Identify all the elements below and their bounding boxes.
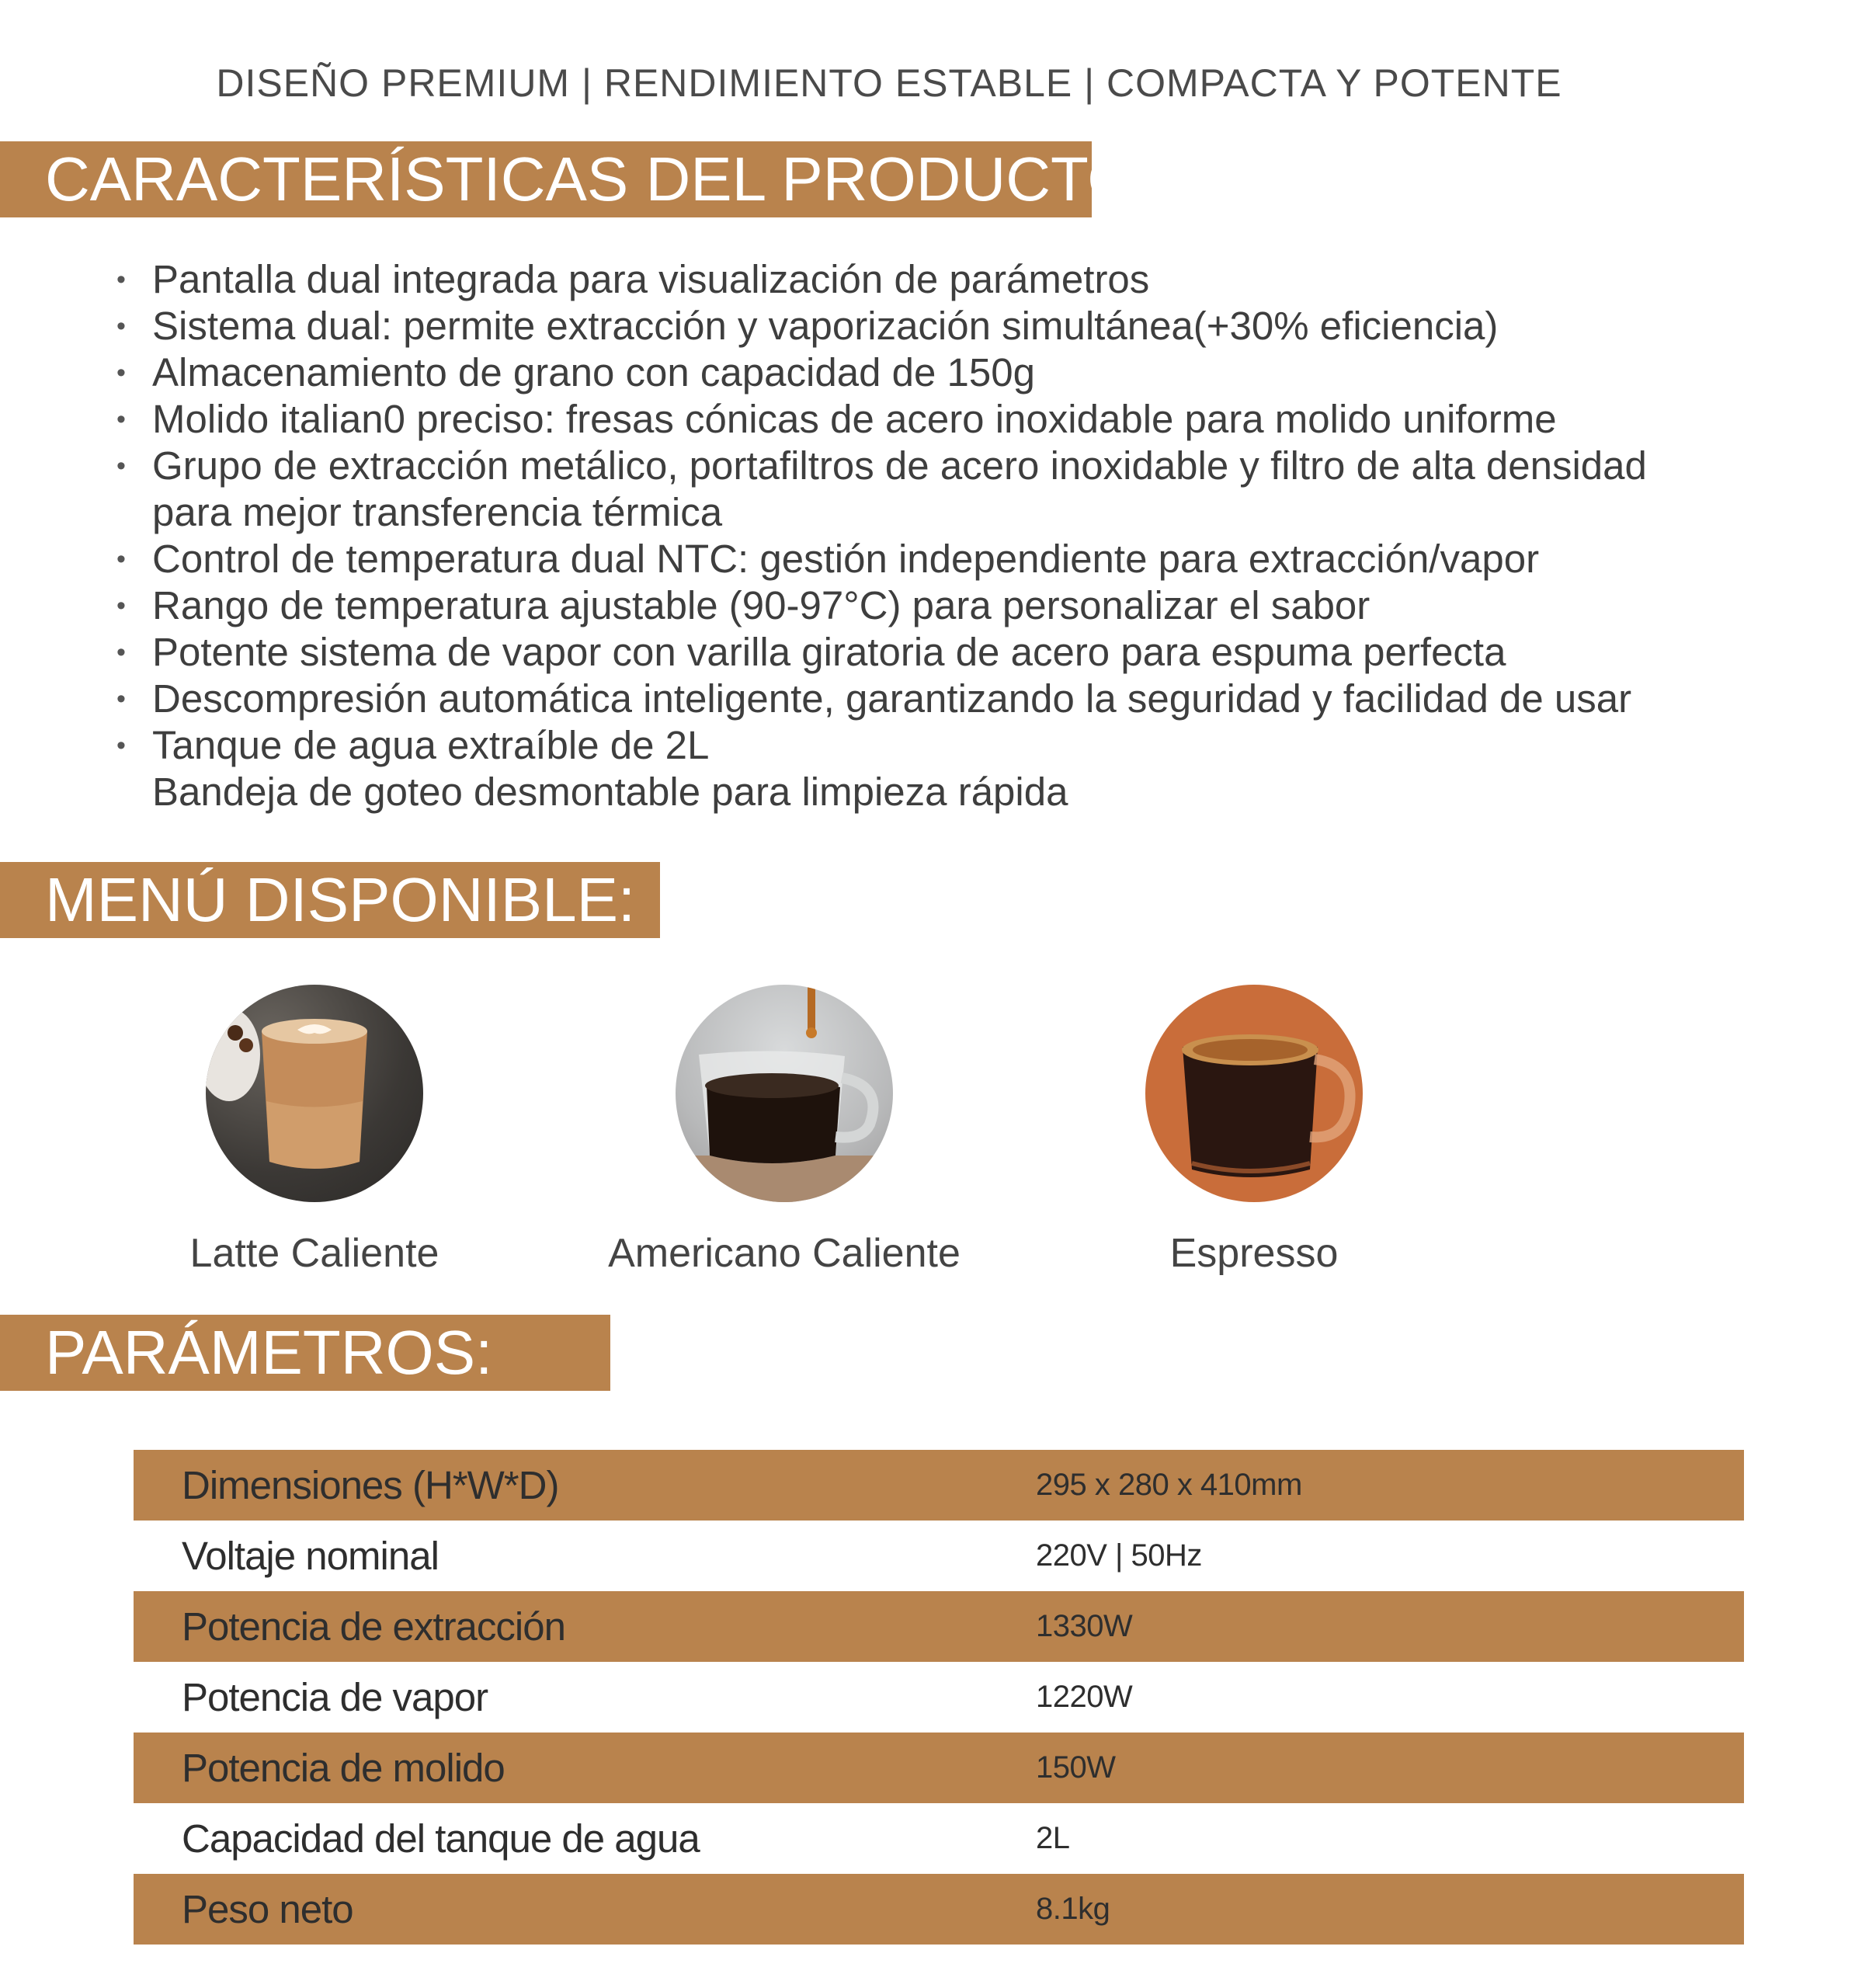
feature-item: • Grupo de extracción metálico, portafiltros de acero inoxidable y filtro de alta densidad	[116, 443, 1647, 489]
param-value: 2L	[1036, 1821, 1070, 1855]
param-value: 8.1kg	[1036, 1874, 1744, 1945]
feature-item: • Rango de temperatura ajustable (90-97°C) para personalizar el sabor	[116, 582, 1647, 629]
params-heading: PARÁMETROS:	[0, 1315, 610, 1391]
feature-item: • Tanque de agua extraíble de 2L	[116, 722, 1647, 769]
param-value: 150W	[1036, 1733, 1744, 1803]
menu-label: Latte Caliente	[189, 1231, 439, 1276]
menu-item-americano	[567, 985, 1002, 1277]
feature-item: • Potente sistema de vapor con varilla giratoria de acero para espuma perfecta	[116, 629, 1647, 676]
table-row	[134, 1591, 1744, 1662]
features-list	[116, 256, 1647, 815]
menu-label: Americano Caliente	[608, 1231, 961, 1276]
param-name: Peso neto	[134, 1874, 1036, 1945]
param-name: Potencia de molido	[134, 1733, 1036, 1803]
americano-cup-icon	[676, 985, 893, 1202]
param-value: 295 x 280 x 410mm	[1036, 1450, 1744, 1521]
table-row	[134, 1450, 1744, 1521]
features-heading: CARACTERÍSTICAS DEL PRODUCTO:	[0, 141, 1092, 217]
param-name: Dimensiones (H*W*D)	[134, 1450, 1036, 1521]
parameters-table	[134, 1450, 1744, 1945]
table-row	[134, 1803, 1744, 1874]
param-name: Capacidad del tanque de agua	[182, 1816, 700, 1861]
table-row	[134, 1874, 1744, 1945]
feature-item: • Almacenamiento de grano con capacidad de 150g	[116, 349, 1647, 396]
tagline: DISEÑO PREMIUM | RENDIMIENTO ESTABLE | COMPACTA Y POTENTE	[216, 61, 1562, 105]
param-value: 220V | 50Hz	[1036, 1538, 1202, 1573]
latte-cup-icon	[206, 985, 423, 1202]
param-name: Potencia de extracción	[134, 1591, 1036, 1662]
feature-item-continuation: para mejor transferencia térmica	[152, 490, 723, 534]
menu-item-espresso	[1037, 985, 1471, 1277]
table-row	[134, 1662, 1744, 1733]
espresso-cup-icon	[1145, 985, 1363, 1202]
param-name: Potencia de vapor	[182, 1675, 488, 1719]
feature-item: • Descompresión automática inteligente, garantizando la seguridad y facilidad de usar	[116, 676, 1647, 722]
feature-item-continuation: Bandeja de goteo desmontable para limpieza rápida	[152, 770, 1068, 814]
feature-item: • Sistema dual: permite extracción y vaporización simultánea(+30% eficiencia)	[116, 303, 1647, 349]
param-value: 1220W	[1036, 1680, 1133, 1714]
feature-item: • Control de temperatura dual NTC: gestión independiente para extracción/vapor	[116, 536, 1647, 582]
param-value: 1330W	[1036, 1591, 1744, 1662]
table-row	[134, 1521, 1744, 1591]
menu-label: Espresso	[1169, 1231, 1339, 1276]
param-name: Voltaje nominal	[182, 1534, 439, 1578]
menu-item-latte	[97, 985, 532, 1277]
feature-item: • Molido italian0 preciso: fresas cónicas de acero inoxidable para molido uniforme	[116, 396, 1647, 443]
feature-item: • Pantalla dual integrada para visualización de parámetros	[116, 256, 1647, 303]
menu-heading: MENÚ DISPONIBLE:	[0, 862, 660, 938]
table-row	[134, 1733, 1744, 1803]
